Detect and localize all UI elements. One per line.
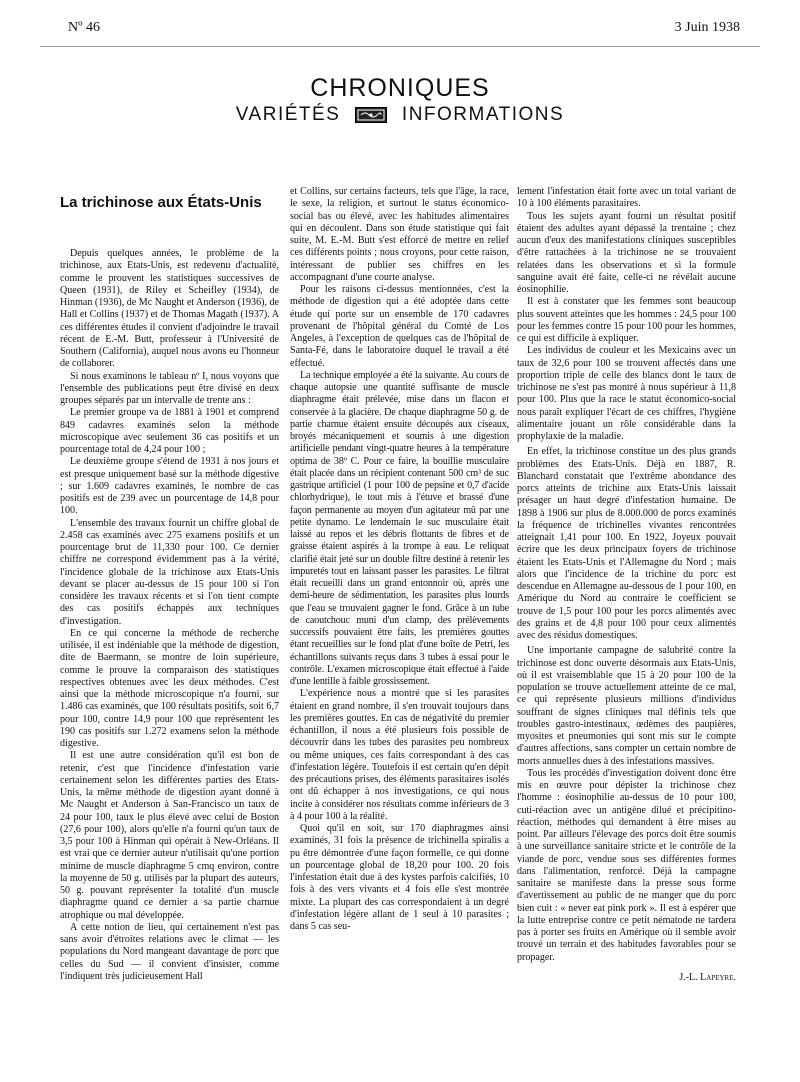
paragraph: Pour les raisons ci-dessus mentionnées, c'est la méthode de digestion qui a été adoptée dans cette étude qui porte sur un ensemble de 170 cadavres provenant de l'hôpital général du Comté de Los Angeles, à l'exception de quelques cas de l'hôpital de Santa-Fé, dans le laboratoire duquel le travail a été effectué. bbox=[290, 284, 509, 369]
issue-number: Nº 46 bbox=[68, 20, 100, 35]
paragraph: Tous les procédés d'investigation doivent donc être mis en œuvre pour dépister la trichinose chez l'homme : éosinophilie au-dessus de 10 pour 100, cuti-réaction avec un antigène dilué et précipitino-réaction, méthodes qui demandent à être mises au point. Par ailleurs l'élevage des porcs doit être soumis à une surveillance sanitaire stricte et le contrôle de la viande de porc, vendue sous ses différentes formes dans l'alimentation, renforcé. Déjà la campagne sanitaire se manifeste dans la presse sous forme d'avertissement au public de ne manger que du porc bien cuit : « never eat pink pork ». Il est à espérer que la lutte entreprise contre ce petit nématode ne tardera pas à porter ses fruits en Amérique où il semble avoir trouvé un terrain et des habitudes favorables pour se propager. bbox=[517, 767, 736, 963]
paragraph: La technique employée a été la suivante. Au cours de chaque autopsie une quantité suffisante de muscle diaphragme était prélevée, mise dans un flacon et conservée à la glacière. De chaque diaphragme 50 g. de partie charnue étaient ensuite découpés aux ciseaux, broyés mécaniquement et soumis à une digestion artificielle pendant vingt-quatre heures à la température optima de 38º C. Pour ce faire, la bouillie musculaire était placée dans un récipient contenant 500 cm³ de suc gastrique artificiel (1 pour 100 de pepsine et 0,7 d'acide chlorhydrique), le tout mis à l'étuve et brassé d'une façon permanente au moyen d'un agitateur mû par une petite dynamo. Le lendemain le suc musculaire était laissé au repos et les débris flottants de fibres et de graisse étaient aspirés à la trompe à eau. Le reliquat clarifié était jeté sur un double filtre destiné à retenir les impuretés tout en laissant passer les parasites. Le filtrat était recueilli dans un grand entonnoir où, après une demi-heure de sédimentation, les parasites plus lourds que l'eau se trouvaient gagner le fond. Grâce à un tube de caoutchouc muni d'un clamp, des prélèvements successifs pouvaient être faits, les premières gouttes étant recueillies sur le fond plat d'une boîte de Petri, les échantillons suivants reçus dans 3 tubes à essai pour le contrôle. L'examen microscopique était effectué à l'aide d'une lentille à faible grossissement. bbox=[290, 369, 509, 687]
paragraph: Il est une autre considération qu'il est bon de retenir, c'est que l'incidence d'infestation varie certainement selon les différentes parties des Etats-Unis, la même méthode de digestion ayant donné à Mc Naught et Anderson à San-Francisco un taux de 24 pour 100, taux le plus élevé avec celui de Boston (27,6 pour 100), alors qu'elle n'a fourni qu'un taux de 3,5 pour 100 à Hinman qui opérait à New-Orléans. Il est vrai que ce dernier auteur n'utilisait qu'une portion minime de muscle diaphragme 5 cmq environ, contre la moyenne de 50 g. utilisés par la plupart des auteurs, 50 g. pouvant représenter la totalité d'un muscle diaphragme quand ce dernier a sa partie charnue atrophique ou mal développée. bbox=[60, 750, 279, 921]
article-column-3 bbox=[517, 186, 736, 1066]
paragraph: Les individus de couleur et les Mexicains avec un taux de 32,6 pour 100 se trouvent affectés dans une proportion triple de celle des blancs dont le taux de trichinose ne s'est pas montré à nous supérieur à 11,8 pour 100. Plus que la race le statut économico-social nous paraît expliquer l'écart de ces chiffres, l'hygiène alimentaire jouant un rôle considérable dans la prophylaxie de la maladie. bbox=[517, 345, 736, 442]
article-title: La trichinose aux États-Unis bbox=[60, 194, 262, 211]
masthead-subtitle bbox=[0, 104, 800, 126]
paragraph: L'ensemble des travaux fournit un chiffre global de 2.458 cas examinés avec 275 examens positifs et un pourcentage brut de 11,330 pour 100. Ce dernier chiffre ne correspond évidemment pas à la vérité, l'incidence globale de la trichinose aux Etats-Unis devant se placer au-dessus de 15 pour 100 si l'on considère les travaux récents et si l'on tient compte des cas positifs échappés aux techniques d'investigation. bbox=[60, 517, 279, 627]
masthead-title: CHRONIQUES bbox=[310, 74, 490, 102]
paragraph: Une importante campagne de salubrité contre la trichinose est donc ouverte désormais aux Etats-Unis, où il est vraisemblable que 15 à 20 pour 100 de la population se trouve actuellement atteinte de ce mal, ce qui représente plusieurs millions d'individus souffrant de signes cliniques mal définis tels que troubles gastro-intestinaux, œdèmes des paupières, myosites et pneumonies qui sont mis sur le compte d'autres affections, sans compter un certain nombre de morts annuelles dues à des infestations massives. bbox=[517, 645, 736, 767]
header-rule bbox=[40, 46, 760, 47]
issue-date: 3 Juin 1938 bbox=[674, 20, 740, 35]
paragraph: et Collins, sur certains facteurs, tels que l'âge, la race, le sexe, la religion, et surtout le status économico-social bas ou élevé, avec les habitudes alimentaires qui en découlent. Dans son étude statistique qui fait suite, M. E.-M. Butt s'est efforcé de mettre en relief ces différents points ; nous croyons, pour cette raison, intéressant de publier ses chiffres en les accompagnant d'une courte analyse. bbox=[290, 186, 509, 283]
author-signature: J.-L. Lapeyre. bbox=[679, 971, 736, 983]
masthead-right: INFORMATIONS bbox=[401, 104, 565, 125]
article-column-2 bbox=[290, 186, 509, 1066]
article-column-1 bbox=[60, 186, 279, 1066]
paragraph: Tous les sujets ayant fourni un résultat positif étaient des adultes ayant dépassé la trentaine ; chez aucun d'eux des manifestations cliniques susceptibles d'être rattachées à la trichinose ne se trouvaient relatées dans les observations et si la formule sanguine avait été faite, celle-ci ne révélait aucune éosinophilie. bbox=[517, 210, 736, 295]
paragraph: Quoi qu'il en soit, sur 170 diaphragmes ainsi examinés, 31 fois la présence de trichinella spiralis a pu être démontrée d'une façon formelle, ce qui donne un pourcentage global de 18,20 pour 100. 20 fois l'infestation était due à des kystes parfois calcifiés, 10 fois à des vers vivants et 4 fois elle s'est montrée mixte. La plupart des cas correspondaient à un degré d'infestation légère allant de 1 seul à 10 parasites ; dans 5 cas seu- bbox=[290, 823, 509, 932]
masthead-left: VARIÉTÉS bbox=[235, 104, 341, 125]
paragraph: Le premier groupe va de 1881 à 1901 et comprend 849 cadavres examinés selon la méthode microscopique avec seulement 36 cas positifs et un pourcentage total de 4,24 pour 100 ; bbox=[60, 407, 279, 455]
decorative-cartouche-icon bbox=[355, 107, 387, 123]
paragraph: En ce qui concerne la méthode de recherche utilisée, il est indéniable que la méthode de digestion, dite de Baermann, se montre de loin supérieure, comme le prouve la comparaison des statistiques respectives obtenues avec les deux méthodes. C'est ainsi que la méthode microscopique n'a fourni, sur 1.486 cas examinés, que 100 résultats positifs, soit 6,7 pour 100, contre 14,9 pour 100 que représentent les 190 cas positifs sur 1.272 examens selon la méthode digestive. bbox=[60, 627, 279, 749]
masthead bbox=[0, 74, 800, 126]
paragraph: lement l'infestation était forte avec un total variant de 10 à 100 éléments parasitaires. bbox=[517, 186, 736, 210]
paragraph: Le deuxième groupe s'étend de 1931 à nos jours et est presque uniquement basé sur la méthode digestive ; sur 1.609 cadavres examinés, le nombre de cas positifs est de 239 avec un pourcentage de 14,8 pour 100. bbox=[60, 456, 279, 517]
paragraph: A cette notion de lieu, qui certainement n'est pas sans avoir d'étroites relations avec le climat — les populations du Nord mangeant davantage de porc que celles du Sud — il convient d'insister, comme l'indiquent très judicieusement Hall bbox=[60, 921, 279, 982]
paragraph: L'expérience nous a montré que si les parasites étaient en grand nombre, il s'en trouvait toujours dans les premières gouttes. En cas de négativité du premier échantillon, il nous a été plusieurs fois possible de découvrir dans les tubes des parasites peu nombreux ou même uniques, ces faits correspondant à des cas d'infestation légère. Toutefois il est certain qu'en dépit des précautions prises, des éléments parasitaires isolés ont dû échapper à nos investigations, ce qui nous incite à considérer nos résultats comme inférieurs de 3 à 4 pour 100 à la réalité. bbox=[290, 688, 509, 822]
paragraph: En effet, la trichinose constitue un des plus grands problèmes des Etats-Unis. Déjà en 1887, R. Blanchard constatait que l'extrême abondance des porcs atteints de trichine aux Etats-Unis laissait présager un haut degré d'infestation humaine. De 1898 à 1906 sur plus de 8.000.000 de porcs examinés la fréquence de trichinelles vivantes rencontrées atteignait 1,41 pour 100. En 1922, Joyeux pouvait écrire que les deux principaux foyers de trichinose étaient les Etats-Unis et l'Allemagne du Nord ; mais alors que l'incidence de la trichine du porc est descendue en Allemagne au-dessous de 1 pour 100, en Amérique du Nord au contraire le coefficient se trouve de 1,5 pour 100 pour les porcs alimentés avec des grains et de 4,8 pour 100 pour ceux alimentés avec des résidus domestiques. bbox=[517, 446, 736, 641]
paragraph: Il est à constater que les femmes sont beaucoup plus souvent atteintes que les hommes : 24,5 pour 100 pour les femmes contre 15 pour 100 pour les hommes, ce qui est difficile à expliquer. bbox=[517, 296, 736, 344]
paragraph: Si nous examinons le tableau nº I, nous voyons que l'ensemble des publications peut être divisé en deux groupes séparés par un intervalle de trente ans : bbox=[60, 370, 279, 406]
paragraph: Depuis quelques années, le problème de la trichinose, aux Etats-Unis, est redevenu d'actualité, comme le prouvent les statistiques successives de Queen (1931), de Riley et Scheifley (1934), de Hinman (1936), de Mc Naught et Anderson (1936), de Hall et Collins (1937) et de Thomas Magath (1937). A ces différentes études il convient d'adjoindre le travail récent de E.-M. Butt, professeur à l'Université de Southern (California), auquel nous avons eu l'honneur de collaborer. bbox=[60, 248, 279, 370]
